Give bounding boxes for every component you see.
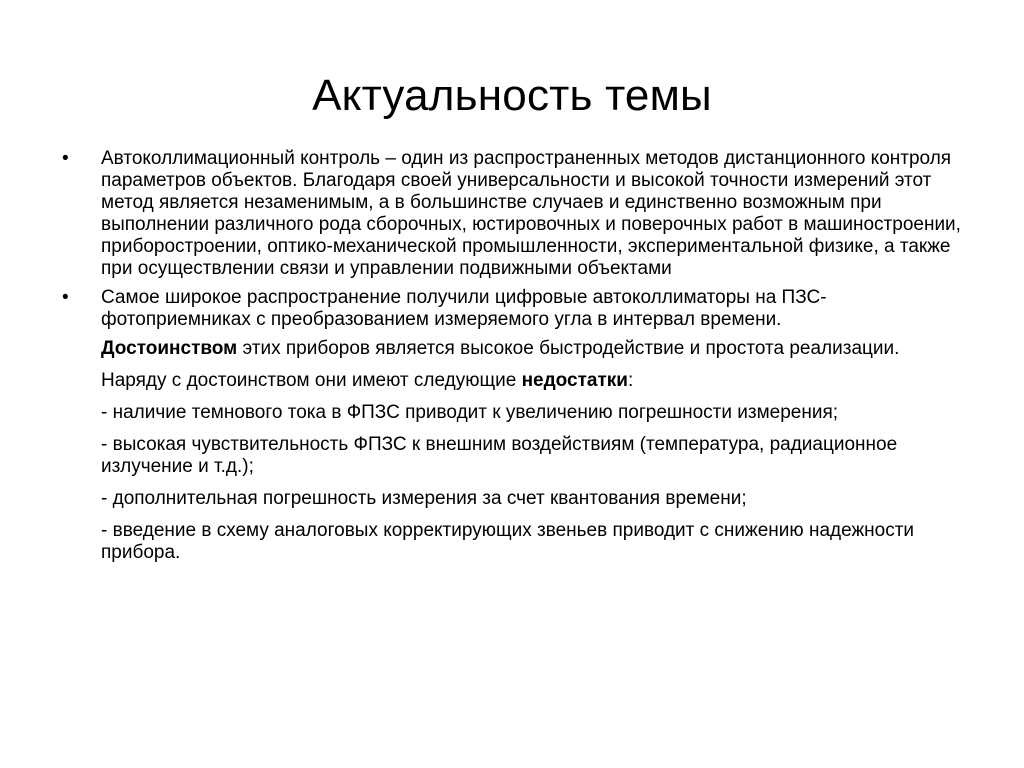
- advantage-text: этих приборов является высокое быстродействие и простота реализации.: [237, 338, 900, 359]
- disadvantage-item: - дополнительная погрешность измерения за счет квантования времени;: [101, 488, 747, 509]
- disadvantage-item: - высокая чувствительность ФПЗС к внешним воздействиям (температура, радиационное излучение и т.д.);: [101, 434, 898, 477]
- bullet-text: Самое широкое распространение получили цифровые автоколлиматоры на ПЗС-фотоприемниках с преобразованием измеряемого угла в интервал времени.: [101, 287, 827, 330]
- disadvantages-intro-colon: :: [627, 370, 634, 391]
- bullet-text: Автоколлимационный контроль – один из распространенных методов дистанционного контроля параметров объектов. Благодаря своей универсальности и высокой точности измерений этот метод является незаменимым, а в большинстве случаев и единственно возможным при выполнении различного рода сборочных, юстировочных и поверочных работ в машиностроении, приборостроении, оптико-механической промышленности, экспериментальной физике, а также при осуществлении связи и управлении подвижными объектами: [101, 148, 961, 279]
- advantage-paragraph: [62, 338, 962, 360]
- disadvantages-intro: [62, 370, 962, 392]
- disadvantages-label: недостатки: [521, 370, 628, 391]
- disadvantages-intro-text: Наряду с достоинством они имеют следующие: [101, 370, 522, 391]
- bullet-item: [62, 287, 962, 331]
- bullet-icon: •: [62, 148, 69, 169]
- slide-body: [62, 148, 962, 564]
- disadvantage-item: - наличие темнового тока в ФПЗС приводит к увеличению погрешности измерения;: [101, 402, 839, 423]
- bullet-icon: •: [62, 287, 69, 308]
- advantage-label: Достоинством: [101, 338, 238, 359]
- bullet-item: [62, 148, 962, 280]
- slide-title: Актуальность темы: [312, 71, 712, 120]
- disadvantage-item: - введение в схему аналоговых корректирующих звеньев приводит с снижению надежности прибора.: [101, 520, 915, 563]
